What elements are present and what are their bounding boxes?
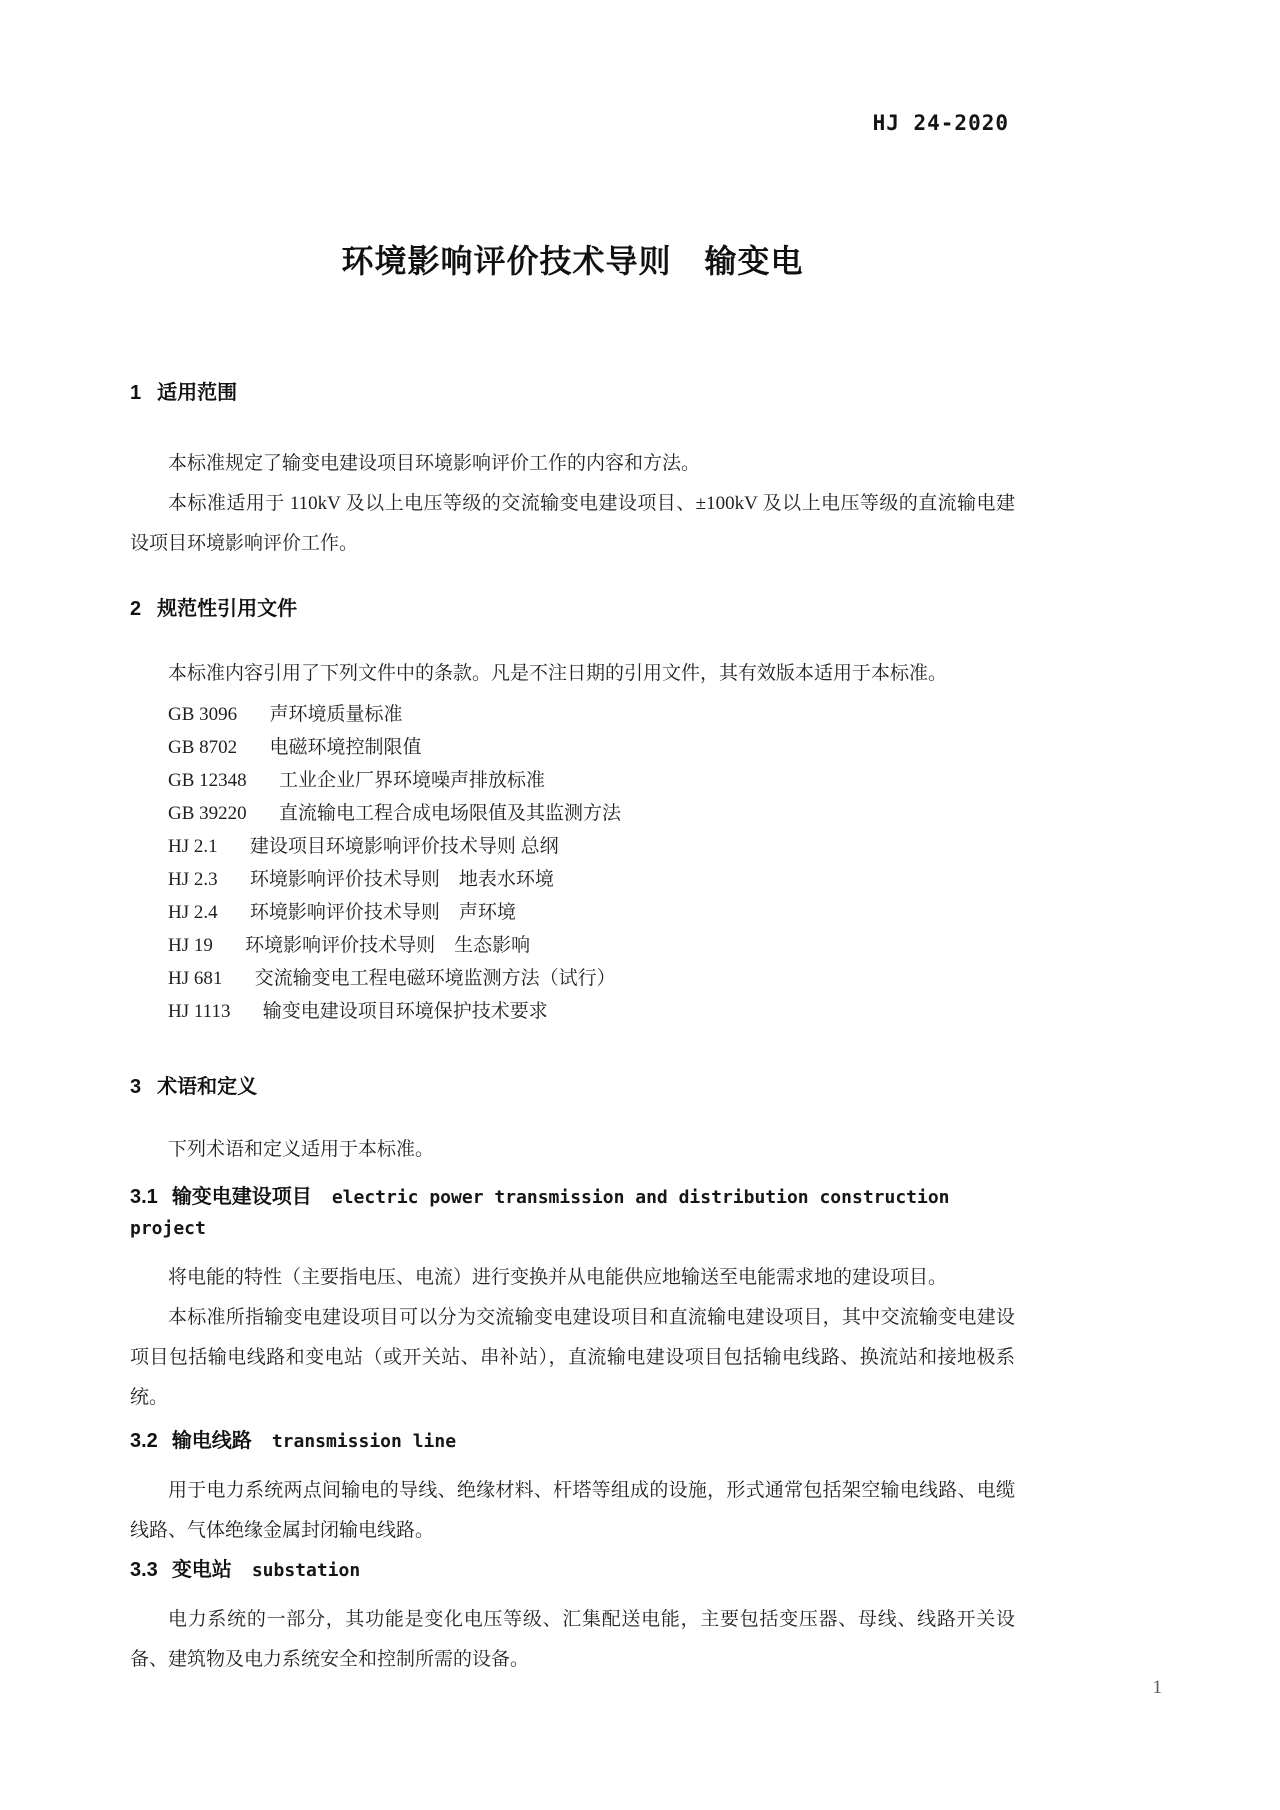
section-1-title: 适用范围 [157,382,238,404]
reference-code: HJ 2.3 [168,869,218,890]
reference-code: GB 8702 [168,737,238,758]
reference-title: 环境影响评价技术导则 声环境 [249,902,516,923]
references-list [130,698,1015,1028]
section-3-title: 术语和定义 [157,1076,258,1098]
reference-item [168,929,1015,962]
term-3-2-heading [130,1426,1015,1457]
term-3-1-heading [130,1182,1015,1244]
reference-item [168,830,1015,863]
reference-title: 输变电建设项目环境保护技术要求 [262,1001,548,1022]
section-1-paragraph-1: 本标准规定了输变电建设项目环境影响评价工作的内容和方法。 [168,453,701,474]
term-3-3-number: 3.3 [130,1559,158,1581]
reference-code: HJ 2.1 [168,836,218,857]
section-2-title: 规范性引用文件 [157,598,298,620]
reference-item [168,731,1015,764]
term-3-3-heading [130,1555,1015,1586]
reference-item [168,797,1015,830]
section-1-number: 1 [130,382,142,404]
reference-title: 建设项目环境影响评价技术导则 总纲 [249,836,559,857]
reference-title: 电磁环境控制限值 [269,737,422,758]
section-3-number: 3 [130,1076,142,1098]
document-page [130,0,1015,1680]
reference-code: HJ 2.4 [168,902,218,923]
reference-title: 环境影响评价技术导则 地表水环境 [249,869,554,890]
document-title: 环境影响评价技术导则 输变电 [341,243,804,279]
section-1-heading [130,378,1015,408]
section-2-number: 2 [130,598,142,620]
page-number: 1 [1152,1677,1162,1698]
section-1-paragraph-2: 本标准适用于 110kV 及以上电压等级的交流输变电建设项目、±100kV 及以上电压等级的直流输电建设项目环境影响评价工作。 [130,493,1015,554]
term-3-1-paragraph-1: 将电能的特性（主要指电压、电流）进行变换并从电能供应地输送至电能需求地的建设项目。 [168,1267,948,1288]
reference-item [168,764,1015,797]
standard-code: HJ 24-2020 [872,111,1009,135]
term-3-1-name-zh: 输变电建设项目 [171,1186,312,1208]
reference-title: 环境影响评价技术导则 生态影响 [245,935,531,956]
reference-title: 声环境质量标准 [269,704,403,725]
term-3-1-paragraph-2: 本标准所指输变电建设项目可以分为交流输变电建设项目和直流输电建设项目，其中交流输变电建设项目包括输电线路和变电站（或开关站、串补站），直流输电建设项目包括输电线路、换流站和接地极系统。 [130,1307,1015,1408]
term-3-1-number: 3.1 [130,1186,158,1208]
reference-item [168,962,1015,995]
reference-code: GB 3096 [168,704,238,725]
reference-item [168,698,1015,731]
reference-item [168,863,1015,896]
term-3-3-name-zh: 变电站 [171,1559,232,1581]
section-2-intro: 本标准内容引用了下列文件中的条款。凡是不注日期的引用文件，其有效版本适用于本标准。 [168,663,948,684]
reference-item [168,995,1015,1028]
term-3-1-name-en: electric power transmission and distribution construction project [130,1187,950,1239]
section-2-heading [130,594,1015,624]
reference-code: HJ 1113 [168,1001,231,1022]
reference-code: GB 39220 [168,803,247,824]
reference-code: HJ 681 [168,968,223,989]
reference-title: 工业企业厂界环境噪声排放标准 [278,770,545,791]
term-3-2-number: 3.2 [130,1430,158,1452]
reference-title: 交流输变电工程电磁环境监测方法（试行） [254,968,616,989]
section-3-intro: 下列术语和定义适用于本标准。 [168,1139,435,1160]
term-3-3-paragraph-1: 电力系统的一部分，其功能是变化电压等级、汇集配送电能，主要包括变压器、母线、线路开关设备、建筑物及电力系统安全和控制所需的设备。 [130,1609,1015,1670]
section-3-heading [130,1072,1015,1102]
term-3-2-paragraph-1: 用于电力系统两点间输电的导线、绝缘材料、杆塔等组成的设施，形式通常包括架空输电线路、电缆线路、气体绝缘金属封闭输电线路。 [130,1480,1015,1541]
term-3-2-name-zh: 输电线路 [171,1430,252,1452]
reference-code: GB 12348 [168,770,247,791]
reference-item [168,896,1015,929]
term-3-3-name-en: substation [251,1560,361,1581]
reference-title: 直流输电工程合成电场限值及其监测方法 [278,803,621,824]
term-3-2-name-en: transmission line [271,1431,457,1452]
reference-code: HJ 19 [168,935,213,956]
